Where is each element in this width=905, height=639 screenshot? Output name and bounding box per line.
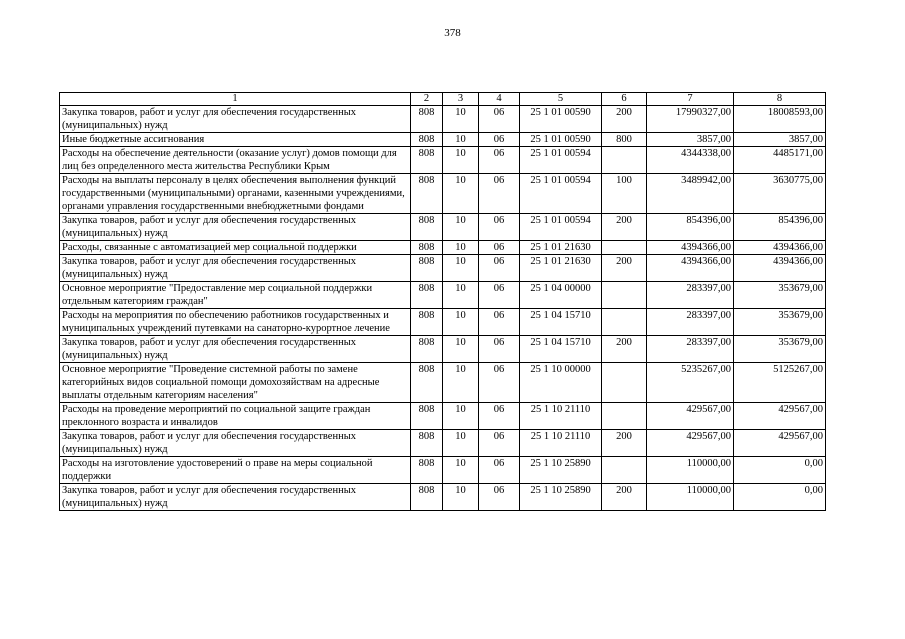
- amount-year-1: 854396,00: [647, 214, 734, 241]
- table-row: [60, 147, 826, 174]
- header-cell: 6: [602, 93, 647, 106]
- amount-year-2: 4485171,00: [734, 147, 826, 174]
- amount-year-1: 110000,00: [647, 484, 734, 511]
- expense-type-code: 200: [602, 106, 647, 133]
- ministry-code: 808: [411, 282, 443, 309]
- ministry-code: 808: [411, 241, 443, 255]
- section-code: 10: [443, 403, 479, 430]
- section-code: 10: [443, 457, 479, 484]
- target-article-code: 25 1 10 21110: [520, 430, 602, 457]
- row-description: Основное мероприятие "Проведение системной работы по замене категорийных видов социальной помощи домохозяйствам на адресные выплаты отдельным категориям населения": [60, 363, 411, 403]
- ministry-code: 808: [411, 133, 443, 147]
- amount-year-1: 4394366,00: [647, 255, 734, 282]
- row-description: Иные бюджетные ассигнования: [60, 133, 411, 147]
- expense-type-code: [602, 241, 647, 255]
- section-code: 10: [443, 363, 479, 403]
- header-cell: 3: [443, 93, 479, 106]
- subsection-code: 06: [479, 214, 520, 241]
- section-code: 10: [443, 309, 479, 336]
- expense-type-code: 200: [602, 484, 647, 511]
- target-article-code: 25 1 01 00594: [520, 174, 602, 214]
- amount-year-2: 3630775,00: [734, 174, 826, 214]
- target-article-code: 25 1 04 15710: [520, 309, 602, 336]
- ministry-code: 808: [411, 363, 443, 403]
- header-cell: 4: [479, 93, 520, 106]
- table-row: [60, 403, 826, 430]
- amount-year-1: 3489942,00: [647, 174, 734, 214]
- table-row: [60, 336, 826, 363]
- table-row: [60, 174, 826, 214]
- row-description: Расходы на мероприятия по обеспечению работников государственных и муниципальных учреждений путевками на санаторно-курортное лечение: [60, 309, 411, 336]
- amount-year-2: 3857,00: [734, 133, 826, 147]
- budget-table: [59, 92, 826, 511]
- expense-type-code: 100: [602, 174, 647, 214]
- header-cell: 1: [60, 93, 411, 106]
- amount-year-1: 429567,00: [647, 430, 734, 457]
- header-cell: 2: [411, 93, 443, 106]
- table-row: [60, 363, 826, 403]
- expense-type-code: [602, 309, 647, 336]
- ministry-code: 808: [411, 106, 443, 133]
- subsection-code: 06: [479, 363, 520, 403]
- table-row: [60, 255, 826, 282]
- expense-type-code: [602, 147, 647, 174]
- amount-year-2: 429567,00: [734, 403, 826, 430]
- target-article-code: 25 1 04 00000: [520, 282, 602, 309]
- amount-year-2: 4394366,00: [734, 241, 826, 255]
- amount-year-1: 4394366,00: [647, 241, 734, 255]
- subsection-code: 06: [479, 430, 520, 457]
- row-description: Расходы на выплаты персоналу в целях обеспечения выполнения функций государственными (муниципальными) органами, казенными учреждениями, органами управления государственными внебюджетными фондами: [60, 174, 411, 214]
- section-code: 10: [443, 484, 479, 511]
- amount-year-1: 3857,00: [647, 133, 734, 147]
- row-description: Закупка товаров, работ и услуг для обеспечения государственных (муниципальных) нужд: [60, 214, 411, 241]
- target-article-code: 25 1 04 15710: [520, 336, 602, 363]
- table-row: [60, 457, 826, 484]
- table-row: [60, 430, 826, 457]
- table-row: [60, 214, 826, 241]
- amount-year-2: 353679,00: [734, 282, 826, 309]
- header-cell: 5: [520, 93, 602, 106]
- ministry-code: 808: [411, 214, 443, 241]
- section-code: 10: [443, 336, 479, 363]
- expense-type-code: [602, 403, 647, 430]
- expense-type-code: [602, 282, 647, 309]
- section-code: 10: [443, 241, 479, 255]
- target-article-code: 25 1 01 21630: [520, 255, 602, 282]
- section-code: 10: [443, 430, 479, 457]
- amount-year-1: 110000,00: [647, 457, 734, 484]
- table-header-row: [60, 93, 826, 106]
- expense-type-code: [602, 457, 647, 484]
- amount-year-1: 283397,00: [647, 309, 734, 336]
- table-row: [60, 484, 826, 511]
- amount-year-1: 5235267,00: [647, 363, 734, 403]
- row-description: Основное мероприятие "Предоставление мер социальной поддержки отдельным категориям граждан": [60, 282, 411, 309]
- target-article-code: 25 1 01 00590: [520, 106, 602, 133]
- expense-type-code: 200: [602, 255, 647, 282]
- subsection-code: 06: [479, 403, 520, 430]
- amount-year-2: 353679,00: [734, 309, 826, 336]
- amount-year-1: 283397,00: [647, 336, 734, 363]
- expense-type-code: 800: [602, 133, 647, 147]
- section-code: 10: [443, 282, 479, 309]
- amount-year-1: 4344338,00: [647, 147, 734, 174]
- section-code: 10: [443, 214, 479, 241]
- row-description: Расходы на проведение мероприятий по социальной защите граждан преклонного возраста и инвалидов: [60, 403, 411, 430]
- subsection-code: 06: [479, 255, 520, 282]
- expense-type-code: [602, 363, 647, 403]
- subsection-code: 06: [479, 336, 520, 363]
- ministry-code: 808: [411, 147, 443, 174]
- header-cell: 8: [734, 93, 826, 106]
- section-code: 10: [443, 106, 479, 133]
- subsection-code: 06: [479, 174, 520, 214]
- table-row: [60, 282, 826, 309]
- subsection-code: 06: [479, 484, 520, 511]
- section-code: 10: [443, 255, 479, 282]
- row-description: Закупка товаров, работ и услуг для обеспечения государственных (муниципальных) нужд: [60, 430, 411, 457]
- ministry-code: 808: [411, 336, 443, 363]
- subsection-code: 06: [479, 241, 520, 255]
- table-body: [60, 93, 826, 511]
- ministry-code: 808: [411, 174, 443, 214]
- amount-year-2: 854396,00: [734, 214, 826, 241]
- subsection-code: 06: [479, 457, 520, 484]
- amount-year-2: 5125267,00: [734, 363, 826, 403]
- table-row: [60, 106, 826, 133]
- ministry-code: 808: [411, 403, 443, 430]
- target-article-code: 25 1 10 25890: [520, 457, 602, 484]
- subsection-code: 06: [479, 133, 520, 147]
- amount-year-2: 0,00: [734, 484, 826, 511]
- ministry-code: 808: [411, 430, 443, 457]
- table-row: [60, 133, 826, 147]
- ministry-code: 808: [411, 484, 443, 511]
- row-description: Закупка товаров, работ и услуг для обеспечения государственных (муниципальных) нужд: [60, 255, 411, 282]
- target-article-code: 25 1 01 00590: [520, 133, 602, 147]
- section-code: 10: [443, 174, 479, 214]
- amount-year-1: 429567,00: [647, 403, 734, 430]
- target-article-code: 25 1 10 00000: [520, 363, 602, 403]
- target-article-code: 25 1 10 21110: [520, 403, 602, 430]
- row-description: Закупка товаров, работ и услуг для обеспечения государственных (муниципальных) нужд: [60, 336, 411, 363]
- page-number: 378: [444, 27, 461, 39]
- expense-type-code: 200: [602, 430, 647, 457]
- subsection-code: 06: [479, 106, 520, 133]
- amount-year-2: 4394366,00: [734, 255, 826, 282]
- row-description: Закупка товаров, работ и услуг для обеспечения государственных (муниципальных) нужд: [60, 484, 411, 511]
- amount-year-2: 353679,00: [734, 336, 826, 363]
- table-row: [60, 309, 826, 336]
- amount-year-2: 18008593,00: [734, 106, 826, 133]
- ministry-code: 808: [411, 457, 443, 484]
- amount-year-1: 283397,00: [647, 282, 734, 309]
- expense-type-code: 200: [602, 336, 647, 363]
- ministry-code: 808: [411, 309, 443, 336]
- section-code: 10: [443, 147, 479, 174]
- target-article-code: 25 1 01 00594: [520, 214, 602, 241]
- amount-year-2: 0,00: [734, 457, 826, 484]
- subsection-code: 06: [479, 282, 520, 309]
- amount-year-1: 17990327,00: [647, 106, 734, 133]
- row-description: Расходы на обеспечение деятельности (оказание услуг) домов помощи для лиц без определенного места жительства Республики Крым: [60, 147, 411, 174]
- table-row: [60, 241, 826, 255]
- subsection-code: 06: [479, 309, 520, 336]
- row-description: Расходы, связанные с автоматизацией мер социальной поддержки: [60, 241, 411, 255]
- target-article-code: 25 1 01 21630: [520, 241, 602, 255]
- amount-year-2: 429567,00: [734, 430, 826, 457]
- target-article-code: 25 1 10 25890: [520, 484, 602, 511]
- row-description: Расходы на изготовление удостоверений о праве на меры социальной поддержки: [60, 457, 411, 484]
- ministry-code: 808: [411, 255, 443, 282]
- subsection-code: 06: [479, 147, 520, 174]
- row-description: Закупка товаров, работ и услуг для обеспечения государственных (муниципальных) нужд: [60, 106, 411, 133]
- header-cell: 7: [647, 93, 734, 106]
- expense-type-code: 200: [602, 214, 647, 241]
- target-article-code: 25 1 01 00594: [520, 147, 602, 174]
- section-code: 10: [443, 133, 479, 147]
